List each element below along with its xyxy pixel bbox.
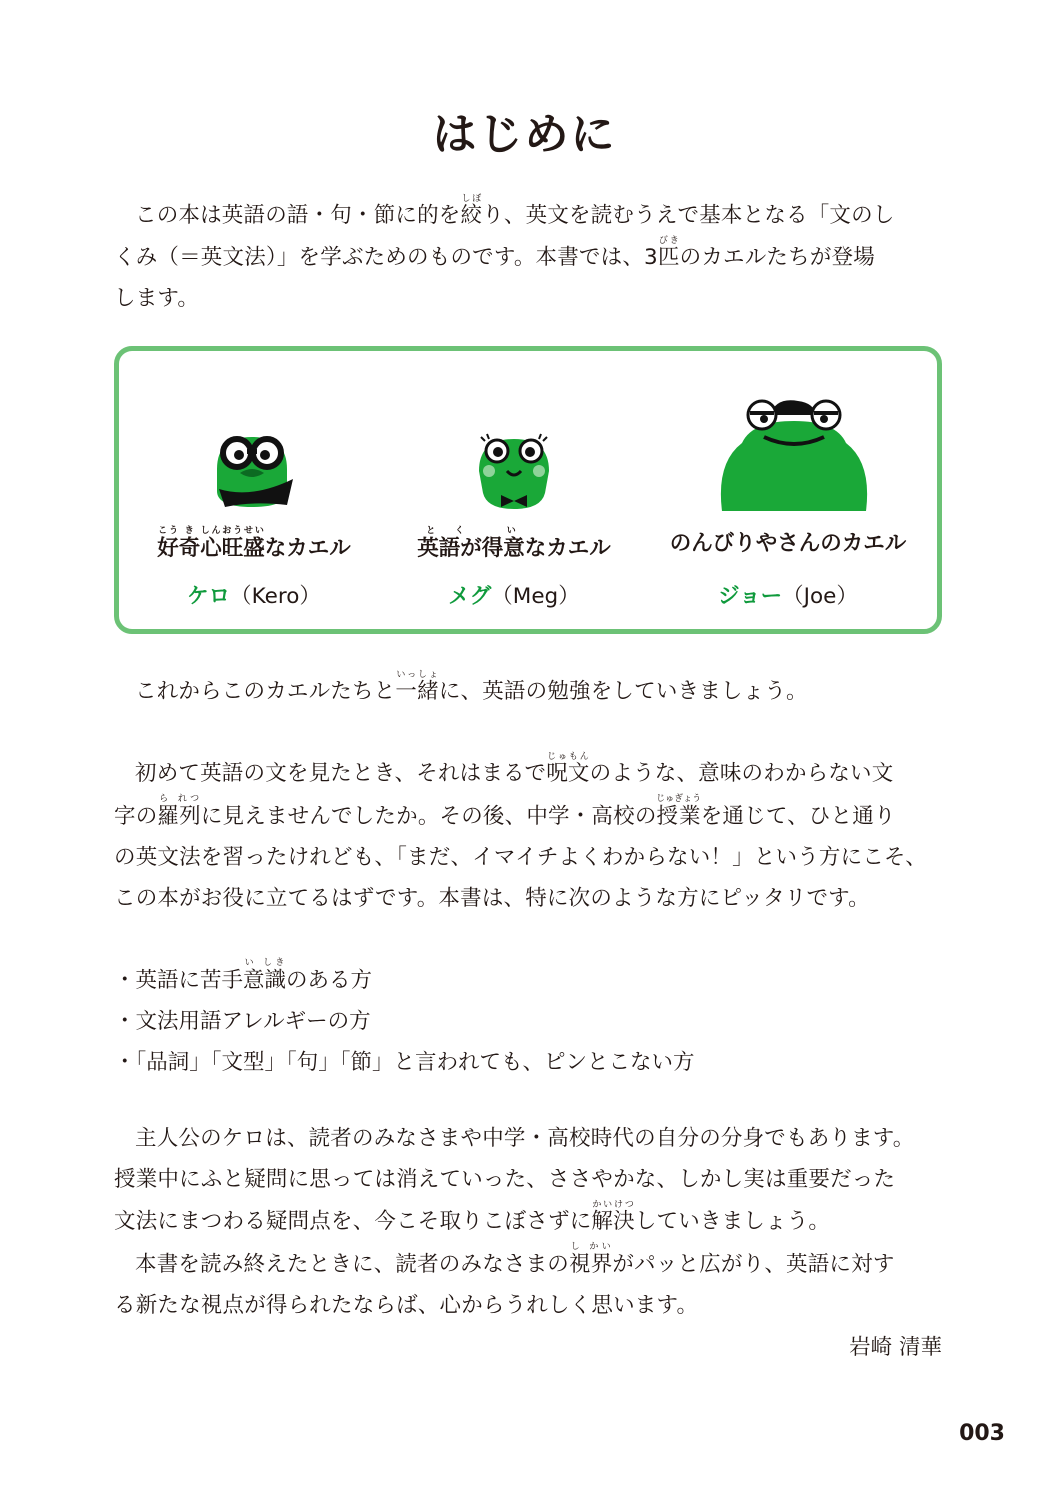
- joe-frog-icon: [712, 393, 876, 513]
- meg-name: メグ（Meg）: [448, 584, 580, 609]
- list-item: ・文法用語アレルギーの方: [114, 1009, 371, 1034]
- para2-line-2: 字の羅列ら れつに見えませんでしたか。その後、中学・高校の授業じゅぎょうを通じて、ひと通り: [114, 794, 896, 829]
- kero-description: 好奇心旺盛こう き しんおうせいなカエル: [157, 526, 351, 561]
- meg-frog-icon: [471, 431, 557, 511]
- kero-frog-icon: [207, 429, 297, 511]
- character-meg: [389, 351, 639, 629]
- together-paragraph: これからこのカエルたちと一緒いっしょに、英語の勉強をしていきましょう。: [135, 670, 808, 704]
- para3-line-5: る新たな視点が得られたならば、心からうれしく思います。: [114, 1293, 699, 1318]
- list-item: ・英語に苦手意識い しきのある方: [114, 958, 373, 993]
- intro-line-2: くみ（＝英文法）」を学ぶためのものです。本書では、3匹びきのカエルたちが登場: [114, 236, 875, 270]
- para3-line-4: 本書を読み終えたときに、読者のみなさまの視界し かいがパッと広がり、英語に対す: [135, 1242, 895, 1277]
- para2-line-3: の英文法を習ったけれども、「まだ、イマイチよくわからない！」という方にこそ、: [114, 845, 927, 870]
- list-item: ・「品詞」「文型」「句」「節」と言われても、ピンとこない方: [114, 1050, 695, 1075]
- joe-description: のんびりやさんのカエル: [669, 531, 907, 556]
- para3-line-1: 主人公のケロは、読者のみなさまや中学・高校時代の自分の分身でもあります。: [135, 1126, 915, 1151]
- character-joe: [639, 351, 937, 629]
- meg-description: 英語が得意とく いなカエル: [417, 526, 611, 561]
- intro-line-3: します。: [114, 286, 200, 311]
- character-panel: [114, 346, 942, 634]
- para2-line-4: この本がお役に立てるはずです。本書は、特に次のような方にピッタリです。: [114, 886, 870, 911]
- joe-name: ジョー（Joe）: [718, 584, 858, 609]
- character-kero: [119, 351, 389, 629]
- target-reader-list: [114, 958, 944, 1083]
- page-number: 003: [959, 1421, 1005, 1446]
- para3-line-2: 授業中にふと疑問に思っては消えていった、ささやかな、しかし実は重要だった: [114, 1167, 896, 1192]
- page-title: はじめに: [432, 109, 617, 160]
- paragraph-3: [114, 1118, 944, 1326]
- kero-name: ケロ（Kero）: [187, 584, 321, 609]
- paragraph-2: [114, 752, 944, 919]
- author-signature: 岩崎 清華: [849, 1335, 942, 1360]
- para2-line-1: 初めて英語の文を見たとき、それはまるで呪文じゅもんのような、意味のわからない文: [135, 752, 894, 786]
- para3-line-3: 文法にまつわる疑問点を、今こそ取りこぼさずに解決かいけつしていきましょう。: [114, 1200, 831, 1234]
- intro-line-1: この本は英語の語・句・節に的を絞しぼり、英文を読むうえで基本となる「文のし: [135, 194, 895, 228]
- intro-paragraph: [114, 194, 944, 319]
